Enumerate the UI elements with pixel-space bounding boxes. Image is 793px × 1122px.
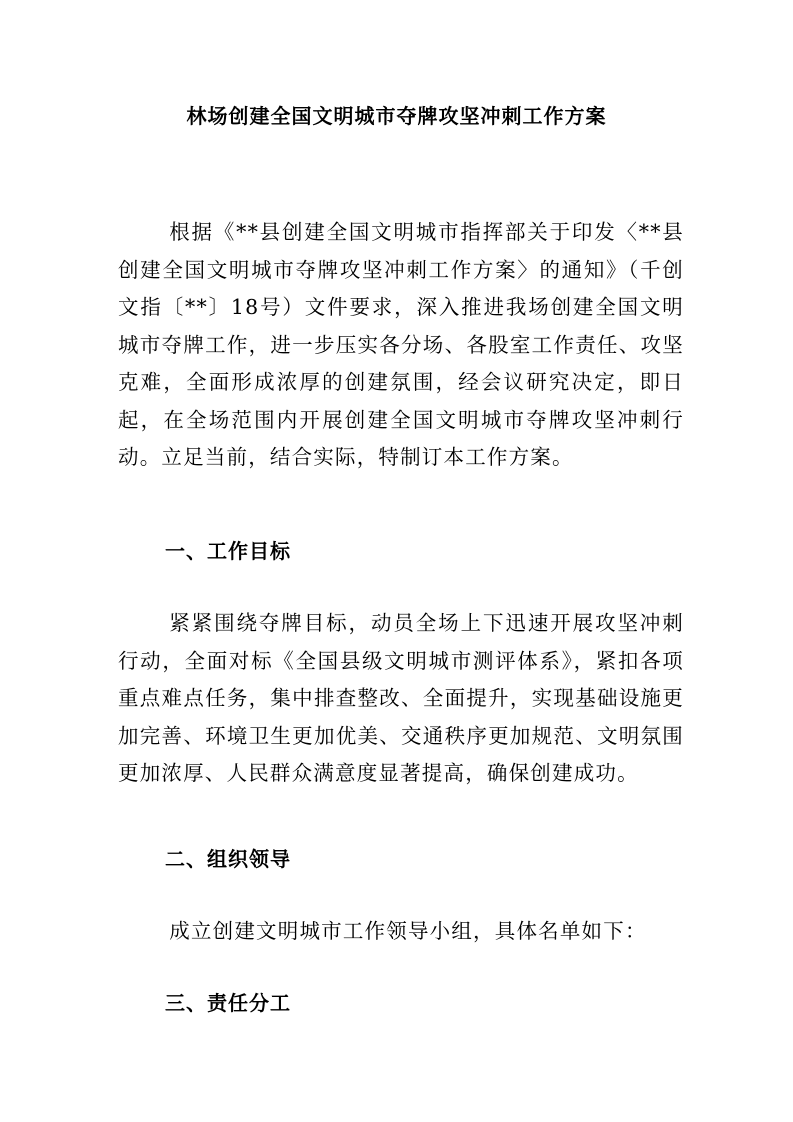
document-title: 林场创建全国文明城市夺牌攻坚冲刺工作方案: [186, 104, 607, 128]
section-heading-work-goals: 一、工作目标: [165, 539, 291, 563]
section-heading-responsibilities: 三、责任分工: [165, 991, 291, 1015]
intro-paragraph: 根据《**县创建全国文明城市指挥部关于印发〈**县创建全国文明城市夺牌攻坚冲刺工作方案〉的通知》（千创文指〔**〕18号）文件要求，深入推进我场创建全国文明城市夺牌工作，进一步压实各分场、各股室工作责任、攻坚克难，全面形成浓厚的创建氛围，经会议研究决定，即日起，在全场范围内开展创建全国文明城市夺牌攻坚冲刺行动。立足当前，结合实际，特制订本工作方案。: [118, 220, 684, 469]
section-heading-organization: 二、组织领导: [165, 847, 291, 871]
organization-paragraph: 成立创建文明城市工作领导小组，具体名单如下：: [169, 919, 647, 943]
work-goals-paragraph: 紧紧围绕夺牌目标，动员全场上下迅速开展攻坚冲刺行动，全面对标《全国县级文明城市测评体系》，紧扣各项重点难点任务，集中排查整改、全面提升，实现基础设施更加完善、环境卫生更加优美、交通秩序更加规范、文明氛围更加浓厚、人民群众满意度显著提高，确保创建成功。: [118, 611, 684, 785]
